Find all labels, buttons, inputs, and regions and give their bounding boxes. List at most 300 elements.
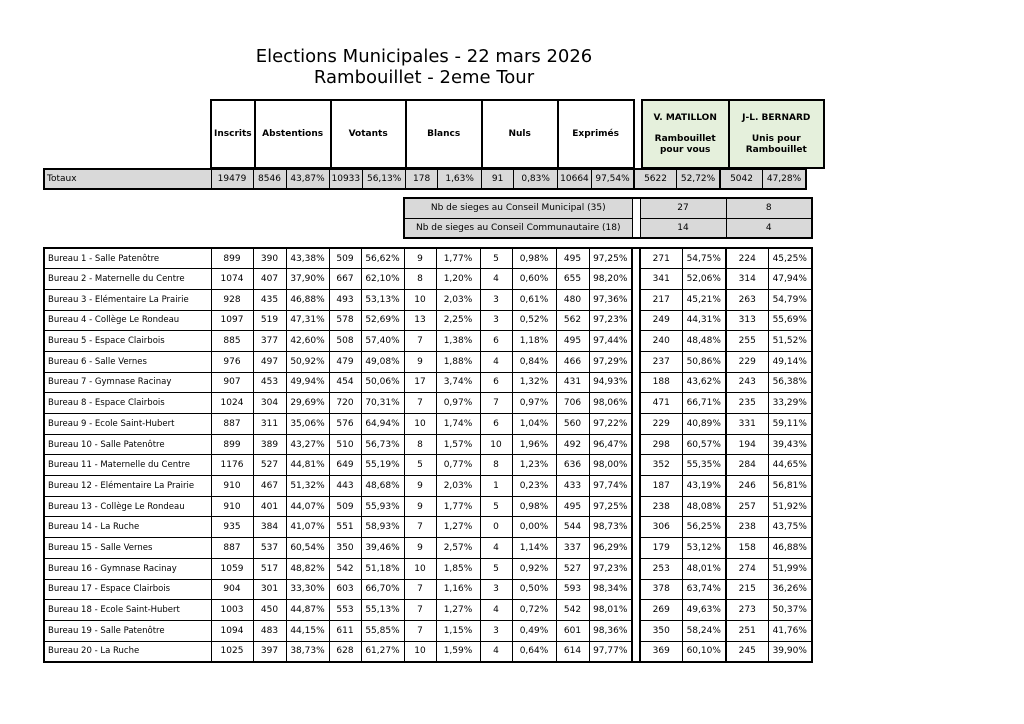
bureau-votants-pct: 52,69% xyxy=(361,310,404,331)
column-gap xyxy=(632,600,640,621)
seats-matillon: 14 xyxy=(640,218,726,238)
bureau-blancs-pct: 2,25% xyxy=(436,310,480,331)
bureau-matillon: 471 xyxy=(640,393,682,414)
totals-blancs: 178 xyxy=(406,169,438,189)
bureau-abstentions: 304 xyxy=(253,393,286,414)
bureau-abstentions: 301 xyxy=(253,579,286,600)
bureau-exprimes: 542 xyxy=(556,600,589,621)
bureau-name: Bureau 10 - Salle Patenôtre xyxy=(44,434,211,455)
bureau-matillon-pct: 54,75% xyxy=(682,248,726,269)
bureau-matillon: 179 xyxy=(640,538,682,559)
bureau-exprimes-pct: 97,23% xyxy=(589,558,632,579)
candidate-list: Unis pour Rambouillet xyxy=(745,133,807,155)
totals-votants-pct: 56,13% xyxy=(363,169,406,189)
bureau-nuls: 0 xyxy=(480,517,512,538)
bureau-blancs: 7 xyxy=(404,331,436,352)
bureau-nuls-pct: 1,96% xyxy=(512,434,556,455)
table-row xyxy=(44,269,812,290)
bureau-bernard: 238 xyxy=(726,517,768,538)
column-gap xyxy=(632,538,640,559)
bureau-nuls-pct: 0,61% xyxy=(512,289,556,310)
bureau-abstentions-pct: 44,15% xyxy=(286,620,329,641)
bureau-name: Bureau 15 - Salle Vernes xyxy=(44,538,211,559)
bureau-nuls-pct: 0,49% xyxy=(512,620,556,641)
bureau-votants: 542 xyxy=(329,558,361,579)
bureau-exprimes: 544 xyxy=(556,517,589,538)
column-gap xyxy=(632,269,640,290)
bureau-bernard-pct: 51,52% xyxy=(768,331,812,352)
bureau-nuls: 4 xyxy=(480,351,512,372)
bureau-bernard-pct: 51,99% xyxy=(768,558,812,579)
bureau-votants: 611 xyxy=(329,620,361,641)
bureau-matillon-pct: 43,19% xyxy=(682,476,726,497)
bureau-bernard: 224 xyxy=(726,248,768,269)
bureau-matillon: 253 xyxy=(640,558,682,579)
bureau-bernard-pct: 39,90% xyxy=(768,641,812,662)
bureau-bernard-pct: 39,43% xyxy=(768,434,812,455)
bureau-bernard-pct: 54,79% xyxy=(768,289,812,310)
bureau-bernard: 257 xyxy=(726,496,768,517)
bureau-nuls: 7 xyxy=(480,393,512,414)
bureau-exprimes-pct: 98,00% xyxy=(589,455,632,476)
bureau-abstentions-pct: 35,06% xyxy=(286,414,329,435)
bureau-abstentions-pct: 38,73% xyxy=(286,641,329,662)
table-row xyxy=(44,331,812,352)
totals-bernard-pct: 47,28% xyxy=(762,169,806,189)
bureau-abstentions: 384 xyxy=(253,517,286,538)
bureau-exprimes: 495 xyxy=(556,496,589,517)
bureau-nuls-pct: 0,50% xyxy=(512,579,556,600)
bureau-matillon: 188 xyxy=(640,372,682,393)
bureau-abstentions-pct: 42,60% xyxy=(286,331,329,352)
column-gap xyxy=(632,434,640,455)
column-gap xyxy=(632,372,640,393)
bureau-matillon: 240 xyxy=(640,331,682,352)
bureau-nuls-pct: 0,00% xyxy=(512,517,556,538)
bureau-nuls: 5 xyxy=(480,496,512,517)
column-gap xyxy=(632,476,640,497)
bureau-name: Bureau 11 - Maternelle du Centre xyxy=(44,455,211,476)
seats-label: Nb de sieges au Conseil Communautaire (18) xyxy=(404,218,632,238)
bureau-matillon: 249 xyxy=(640,310,682,331)
bureau-blancs: 10 xyxy=(404,289,436,310)
bureau-votants: 578 xyxy=(329,310,361,331)
bureau-nuls-pct: 0,98% xyxy=(512,248,556,269)
bureau-matillon-pct: 48,48% xyxy=(682,331,726,352)
bureau-exprimes: 466 xyxy=(556,351,589,372)
bureau-blancs: 7 xyxy=(404,579,436,600)
bureau-inscrits: 885 xyxy=(211,331,253,352)
totals-abstentions: 8546 xyxy=(253,169,286,189)
bureau-abstentions-pct: 46,88% xyxy=(286,289,329,310)
bureau-exprimes-pct: 97,74% xyxy=(589,476,632,497)
bureau-votants: 628 xyxy=(329,641,361,662)
bureau-abstentions-pct: 33,30% xyxy=(286,579,329,600)
column-gap xyxy=(632,289,640,310)
bureau-abstentions-pct: 60,54% xyxy=(286,538,329,559)
bureau-matillon: 341 xyxy=(640,269,682,290)
column-gap xyxy=(632,414,640,435)
bureau-name: Bureau 7 - Gymnase Racinay xyxy=(44,372,211,393)
seats-matillon: 27 xyxy=(640,198,726,218)
bureau-bernard-pct: 45,25% xyxy=(768,248,812,269)
seats-gap xyxy=(632,198,640,218)
seats-bernard: 4 xyxy=(726,218,812,238)
bureau-exprimes: 337 xyxy=(556,538,589,559)
bureau-blancs-pct: 2,57% xyxy=(436,538,480,559)
bureau-nuls-pct: 0,97% xyxy=(512,393,556,414)
bureau-nuls-pct: 0,23% xyxy=(512,476,556,497)
bureau-blancs-pct: 1,74% xyxy=(436,414,480,435)
bureau-name: Bureau 9 - Ecole Saint-Hubert xyxy=(44,414,211,435)
bureau-votants: 509 xyxy=(329,496,361,517)
bureau-votants-pct: 56,73% xyxy=(361,434,404,455)
bureau-votants: 479 xyxy=(329,351,361,372)
bureau-abstentions: 389 xyxy=(253,434,286,455)
candidate-name: V. MATILLON xyxy=(653,112,717,123)
bureau-matillon: 271 xyxy=(640,248,682,269)
bureau-nuls-pct: 0,84% xyxy=(512,351,556,372)
bureau-bernard-pct: 50,37% xyxy=(768,600,812,621)
table-row xyxy=(44,641,812,662)
bureau-name: Bureau 4 - Collège Le Rondeau xyxy=(44,310,211,331)
bureau-bernard: 215 xyxy=(726,579,768,600)
bureau-exprimes-pct: 98,20% xyxy=(589,269,632,290)
bureau-votants-pct: 53,13% xyxy=(361,289,404,310)
bureau-matillon-pct: 63,74% xyxy=(682,579,726,600)
column-gap xyxy=(632,579,640,600)
bureau-exprimes-pct: 97,77% xyxy=(589,641,632,662)
bureau-nuls: 6 xyxy=(480,372,512,393)
bureau-exprimes-pct: 96,29% xyxy=(589,538,632,559)
seats-gap xyxy=(632,218,640,238)
bureau-matillon: 298 xyxy=(640,434,682,455)
bureau-abstentions-pct: 37,90% xyxy=(286,269,329,290)
bureau-matillon: 237 xyxy=(640,351,682,372)
bureau-exprimes: 636 xyxy=(556,455,589,476)
bureau-matillon: 350 xyxy=(640,620,682,641)
bureau-votants: 553 xyxy=(329,600,361,621)
column-gap xyxy=(632,496,640,517)
bureau-blancs: 7 xyxy=(404,600,436,621)
column-gap xyxy=(632,248,640,269)
bureau-abstentions: 519 xyxy=(253,310,286,331)
column-gap xyxy=(632,517,640,538)
totals-bernard: 5042 xyxy=(720,169,762,189)
bureau-name: Bureau 1 - Salle Patenôtre xyxy=(44,248,211,269)
bureau-inscrits: 1003 xyxy=(211,600,253,621)
bureau-votants-pct: 66,70% xyxy=(361,579,404,600)
bureau-abstentions: 450 xyxy=(253,600,286,621)
bureau-votants: 510 xyxy=(329,434,361,455)
seats-row-communautaire xyxy=(404,218,812,238)
bureau-bernard: 229 xyxy=(726,351,768,372)
bureau-votants: 443 xyxy=(329,476,361,497)
header-gap xyxy=(634,100,642,168)
bureau-votants-pct: 55,93% xyxy=(361,496,404,517)
bureau-exprimes-pct: 97,22% xyxy=(589,414,632,435)
bureau-blancs-pct: 1,20% xyxy=(436,269,480,290)
candidate-name: J-L. BERNARD xyxy=(742,112,811,123)
bureau-votants: 649 xyxy=(329,455,361,476)
bureau-nuls: 5 xyxy=(480,558,512,579)
bureau-bernard: 194 xyxy=(726,434,768,455)
bureau-votants: 720 xyxy=(329,393,361,414)
bureau-votants-pct: 58,93% xyxy=(361,517,404,538)
column-gap xyxy=(632,558,640,579)
bureau-abstentions-pct: 44,87% xyxy=(286,600,329,621)
bureau-nuls: 4 xyxy=(480,269,512,290)
column-gap xyxy=(632,331,640,352)
bureau-nuls: 6 xyxy=(480,331,512,352)
bureau-nuls-pct: 0,92% xyxy=(512,558,556,579)
bureau-bernard-pct: 56,81% xyxy=(768,476,812,497)
bureau-matillon-pct: 45,21% xyxy=(682,289,726,310)
bureau-blancs-pct: 0,97% xyxy=(436,393,480,414)
bureau-abstentions-pct: 51,32% xyxy=(286,476,329,497)
bureau-exprimes-pct: 98,01% xyxy=(589,600,632,621)
table-row xyxy=(44,517,812,538)
bureau-bernard-pct: 44,65% xyxy=(768,455,812,476)
bureau-inscrits: 910 xyxy=(211,476,253,497)
bureau-exprimes: 527 xyxy=(556,558,589,579)
bureau-nuls: 4 xyxy=(480,538,512,559)
bureau-inscrits: 1059 xyxy=(211,558,253,579)
table-row xyxy=(44,372,812,393)
bureau-exprimes-pct: 98,34% xyxy=(589,579,632,600)
totals-matillon: 5622 xyxy=(634,169,676,189)
results-header xyxy=(210,99,825,169)
column-gap xyxy=(632,641,640,662)
bureau-nuls: 3 xyxy=(480,579,512,600)
table-row xyxy=(44,289,812,310)
bureau-bernard: 245 xyxy=(726,641,768,662)
bureau-blancs: 10 xyxy=(404,558,436,579)
bureau-blancs: 8 xyxy=(404,434,436,455)
bureau-blancs-pct: 1,77% xyxy=(436,248,480,269)
bureau-votants-pct: 70,31% xyxy=(361,393,404,414)
bureau-abstentions: 537 xyxy=(253,538,286,559)
bureau-exprimes: 706 xyxy=(556,393,589,414)
bureau-matillon-pct: 48,08% xyxy=(682,496,726,517)
bureau-exprimes: 593 xyxy=(556,579,589,600)
bureau-votants: 667 xyxy=(329,269,361,290)
bureau-nuls-pct: 1,32% xyxy=(512,372,556,393)
table-row xyxy=(44,476,812,497)
bureau-bernard: 243 xyxy=(726,372,768,393)
bureau-nuls: 5 xyxy=(480,248,512,269)
bureau-votants: 603 xyxy=(329,579,361,600)
bureau-inscrits: 907 xyxy=(211,372,253,393)
bureau-matillon-pct: 58,24% xyxy=(682,620,726,641)
bureau-blancs: 9 xyxy=(404,496,436,517)
bureau-nuls: 10 xyxy=(480,434,512,455)
table-row xyxy=(44,558,812,579)
bureau-exprimes-pct: 97,25% xyxy=(589,248,632,269)
bureau-blancs: 9 xyxy=(404,476,436,497)
table-row xyxy=(44,434,812,455)
seats-row-municipal xyxy=(404,198,812,218)
bureau-name: Bureau 8 - Espace Clairbois xyxy=(44,393,211,414)
bureau-bernard: 235 xyxy=(726,393,768,414)
bureau-bernard: 284 xyxy=(726,455,768,476)
bureau-inscrits: 887 xyxy=(211,414,253,435)
bureau-bernard: 263 xyxy=(726,289,768,310)
header-candidate-bernard xyxy=(729,100,824,168)
bureau-abstentions: 467 xyxy=(253,476,286,497)
bureau-nuls: 3 xyxy=(480,620,512,641)
bureau-matillon-pct: 50,86% xyxy=(682,351,726,372)
bureau-bernard: 246 xyxy=(726,476,768,497)
bureau-nuls-pct: 1,14% xyxy=(512,538,556,559)
bureau-blancs-pct: 2,03% xyxy=(436,476,480,497)
bureau-abstentions: 397 xyxy=(253,641,286,662)
bureau-blancs-pct: 1,38% xyxy=(436,331,480,352)
bureau-matillon: 352 xyxy=(640,455,682,476)
bureau-exprimes: 492 xyxy=(556,434,589,455)
totals-blancs-pct: 1,63% xyxy=(438,169,482,189)
bureau-abstentions: 377 xyxy=(253,331,286,352)
bureau-nuls-pct: 1,04% xyxy=(512,414,556,435)
bureau-nuls-pct: 0,52% xyxy=(512,310,556,331)
bureau-exprimes: 495 xyxy=(556,248,589,269)
bureau-name: Bureau 13 - Collège Le Rondeau xyxy=(44,496,211,517)
bureau-votants-pct: 61,27% xyxy=(361,641,404,662)
bureau-matillon: 378 xyxy=(640,579,682,600)
bureau-name: Bureau 16 - Gymnase Racinay xyxy=(44,558,211,579)
table-row xyxy=(44,455,812,476)
bureau-nuls: 4 xyxy=(480,641,512,662)
table-row xyxy=(44,496,812,517)
bureau-name: Bureau 18 - Ecole Saint-Hubert xyxy=(44,600,211,621)
bureau-abstentions-pct: 49,94% xyxy=(286,372,329,393)
bureau-votants-pct: 48,68% xyxy=(361,476,404,497)
bureau-abstentions-pct: 44,81% xyxy=(286,455,329,476)
bureau-votants-pct: 57,40% xyxy=(361,331,404,352)
totals-abstentions-pct: 43,87% xyxy=(286,169,329,189)
column-gap xyxy=(632,455,640,476)
bureau-bernard: 158 xyxy=(726,538,768,559)
bureau-name: Bureau 3 - Elémentaire La Prairie xyxy=(44,289,211,310)
bureau-abstentions-pct: 41,07% xyxy=(286,517,329,538)
bureau-votants: 350 xyxy=(329,538,361,559)
bureau-bernard-pct: 51,92% xyxy=(768,496,812,517)
bureau-inscrits: 1097 xyxy=(211,310,253,331)
bureau-inscrits: 887 xyxy=(211,538,253,559)
bureau-blancs: 9 xyxy=(404,351,436,372)
bureau-matillon-pct: 60,10% xyxy=(682,641,726,662)
bureau-exprimes-pct: 94,93% xyxy=(589,372,632,393)
bureau-bernard-pct: 33,29% xyxy=(768,393,812,414)
bureau-bernard-pct: 46,88% xyxy=(768,538,812,559)
bureau-nuls-pct: 1,18% xyxy=(512,331,556,352)
bureau-exprimes-pct: 97,44% xyxy=(589,331,632,352)
bureau-matillon-pct: 60,57% xyxy=(682,434,726,455)
seats-table xyxy=(403,197,813,239)
bureau-blancs-pct: 2,03% xyxy=(436,289,480,310)
bureau-nuls: 6 xyxy=(480,414,512,435)
bureau-matillon-pct: 52,06% xyxy=(682,269,726,290)
totals-row xyxy=(43,168,807,190)
bureau-votants: 551 xyxy=(329,517,361,538)
bureau-blancs: 13 xyxy=(404,310,436,331)
table-row xyxy=(44,393,812,414)
bureau-blancs: 7 xyxy=(404,393,436,414)
bureau-votants-pct: 55,85% xyxy=(361,620,404,641)
bureau-blancs-pct: 1,88% xyxy=(436,351,480,372)
header-votants: Votants xyxy=(331,100,406,168)
bureau-blancs: 9 xyxy=(404,248,436,269)
bureau-bernard: 274 xyxy=(726,558,768,579)
bureau-name: Bureau 6 - Salle Vernes xyxy=(44,351,211,372)
bureau-matillon-pct: 40,89% xyxy=(682,414,726,435)
totals-exprimes: 10664 xyxy=(558,169,592,189)
bureau-nuls-pct: 0,98% xyxy=(512,496,556,517)
page-subtitle: Rambouillet - 2eme Tour xyxy=(313,67,535,88)
bureau-exprimes-pct: 97,36% xyxy=(589,289,632,310)
bureau-name: Bureau 2 - Maternelle du Centre xyxy=(44,269,211,290)
table-row xyxy=(44,351,812,372)
header-abstentions: Abstentions xyxy=(255,100,331,168)
bureau-bernard: 251 xyxy=(726,620,768,641)
bureau-blancs-pct: 1,85% xyxy=(436,558,480,579)
bureau-inscrits: 935 xyxy=(211,517,253,538)
totals-nuls: 91 xyxy=(482,169,514,189)
bureau-exprimes: 431 xyxy=(556,372,589,393)
column-gap xyxy=(632,620,640,641)
bureau-blancs-pct: 1,27% xyxy=(436,517,480,538)
bureau-nuls-pct: 0,60% xyxy=(512,269,556,290)
bureau-bernard: 255 xyxy=(726,331,768,352)
bureau-bernard: 314 xyxy=(726,269,768,290)
column-gap xyxy=(632,393,640,414)
bureau-matillon-pct: 44,31% xyxy=(682,310,726,331)
bureau-votants-pct: 64,94% xyxy=(361,414,404,435)
bureau-exprimes: 655 xyxy=(556,269,589,290)
bureau-nuls: 3 xyxy=(480,289,512,310)
bureau-bernard-pct: 36,26% xyxy=(768,579,812,600)
bureau-exprimes-pct: 96,47% xyxy=(589,434,632,455)
totals-votants: 10933 xyxy=(329,169,363,189)
bureau-inscrits: 1025 xyxy=(211,641,253,662)
bureau-blancs: 8 xyxy=(404,269,436,290)
bureau-matillon: 369 xyxy=(640,641,682,662)
bureau-matillon-pct: 56,25% xyxy=(682,517,726,538)
header-inscrits: Inscrits xyxy=(211,100,255,168)
bureau-votants-pct: 62,10% xyxy=(361,269,404,290)
bureau-inscrits: 928 xyxy=(211,289,253,310)
bureau-bernard: 273 xyxy=(726,600,768,621)
bureau-matillon-pct: 53,12% xyxy=(682,538,726,559)
bureau-nuls: 4 xyxy=(480,600,512,621)
bureau-matillon: 229 xyxy=(640,414,682,435)
page-title: Elections Municipales - 22 mars 2026 xyxy=(255,46,593,67)
bureau-votants: 508 xyxy=(329,331,361,352)
bureau-abstentions-pct: 48,82% xyxy=(286,558,329,579)
table-row xyxy=(44,248,812,269)
bureau-votants-pct: 39,46% xyxy=(361,538,404,559)
bureau-matillon-pct: 55,35% xyxy=(682,455,726,476)
bureau-inscrits: 1094 xyxy=(211,620,253,641)
bureau-abstentions: 497 xyxy=(253,351,286,372)
totals-nuls-pct: 0,83% xyxy=(514,169,558,189)
bureau-bernard-pct: 55,69% xyxy=(768,310,812,331)
bureau-bernard-pct: 56,38% xyxy=(768,372,812,393)
column-gap xyxy=(632,310,640,331)
bureau-bernard-pct: 49,14% xyxy=(768,351,812,372)
bureau-abstentions: 517 xyxy=(253,558,286,579)
bureau-abstentions: 435 xyxy=(253,289,286,310)
